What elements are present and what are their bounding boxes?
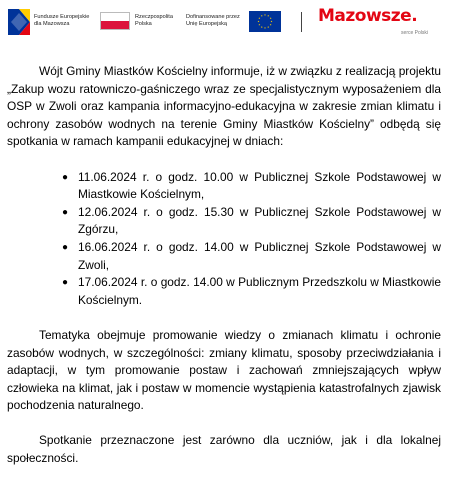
poland-logo-line1: Rzeczpospolita: [135, 14, 173, 20]
funds-logo: [8, 9, 93, 35]
mazowsze-wordmark: Mazowsze.: [318, 6, 418, 26]
meeting-text: 17.06.2024 r. o godz. 14.00 w Publicznym Przedszkolu w Miastkowie Kościelnym.: [78, 275, 441, 307]
meeting-item: [62, 274, 441, 309]
eu-logo-text: [186, 14, 240, 28]
logo-bar: [0, 0, 454, 44]
meeting-text: 12.06.2024 r. o godz. 15.30 w Publicznej Szkole Podstawowej w Zgórzu,: [78, 204, 441, 237]
poland-flag-icon: [100, 12, 130, 30]
meeting-item: [62, 204, 441, 239]
closing-paragraph: Spotkanie przeznaczone jest zarówno dla uczniów, jak i dla lokalnej społeczności.: [7, 433, 441, 466]
announcement-letter: [7, 63, 441, 468]
funds-logo-line1: Fundusze Europejskie: [34, 14, 90, 20]
poland-logo-line2: Polska: [135, 21, 152, 27]
bullet-icon: ●: [62, 206, 69, 218]
poland-logo: [100, 11, 180, 33]
meeting-item: [62, 169, 441, 204]
meeting-list: [7, 169, 441, 310]
eu-logo: [186, 11, 286, 33]
mazowsze-logo: [318, 6, 438, 38]
logo-separator: [301, 12, 302, 32]
funds-logo-mark-icon: [8, 9, 30, 35]
eu-flag-icon: [249, 11, 281, 32]
topics-paragraph: Tematyka obejmuje promowanie wiedzy o zmianach klimatu i ochronie zasobów wodnych, w szczególności: zmiany klimatu, sposoby przeciwdziałania i adaptacji, w tym promowanie postaw i zachowań zmniejszających wpływ człowieka na klimat, jak i postaw w momencie wystąpienia katastrofalnych zjawisk pochodzenia naturalnego.: [7, 327, 441, 413]
bullet-icon: ●: [62, 277, 69, 289]
funds-logo-text: [34, 14, 89, 28]
meeting-text: 11.06.2024 r. o godz. 10.00 w Publicznej Szkole Podstawowej w Miastkowie Kościelnym,: [78, 169, 441, 202]
meeting-text: 16.06.2024 r. o godz. 14.00 w Publicznej Szkole Podstawowej w Zwoli,: [78, 239, 441, 272]
bullet-icon: ●: [62, 171, 69, 183]
poland-logo-text: [135, 14, 173, 28]
eu-logo-line2: Unię Europejską: [186, 21, 228, 27]
eu-logo-line1: Dofinansowane przez: [186, 14, 240, 20]
meeting-item: [62, 239, 441, 274]
funds-logo-line2: dla Mazowsza: [34, 21, 70, 27]
intro-paragraph: Wójt Gminy Miastków Kościelny informuje, iż w związku z realizacją projektu „Zakup wozu ratowniczo-gaśniczego wraz ze specjalistycznym wyposażeniem dla OSP w Zwoli oraz kampania informacyjno-edukacyjna w zakresie zmian klimatu i ochrony zasobów wodnych na terenie Gminy Miastków Kościelny” odbędą się spotkania w ramach kampanii edukacyjnej w dniach:: [7, 64, 441, 149]
mazowsze-tagline: serce Polski: [401, 30, 428, 36]
bullet-icon: ●: [62, 241, 69, 253]
